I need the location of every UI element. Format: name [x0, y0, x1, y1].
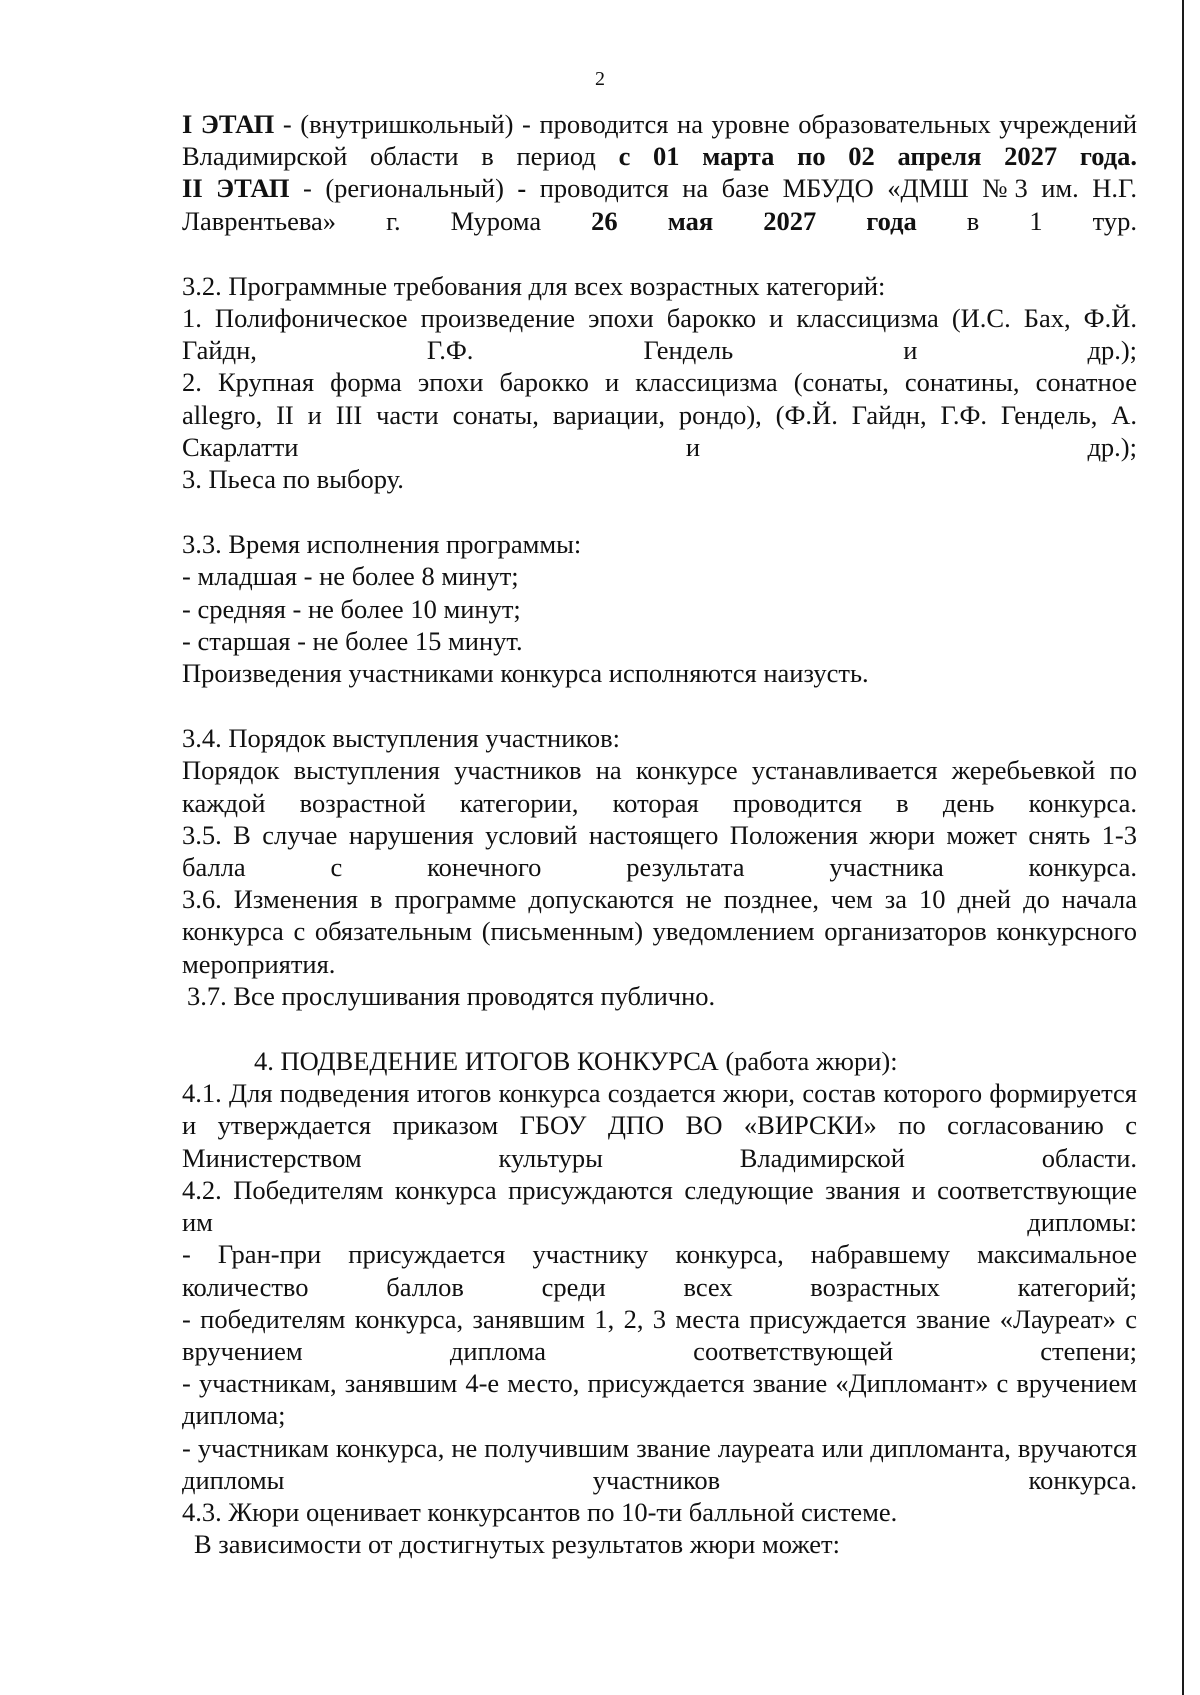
page-edge-line	[1182, 0, 1184, 1695]
program-item-1: 1. Полифоническое произведение эпохи барокко и классицизма (И.С. Бах, Ф.Й. Гайдн, Г.Ф. Гендель и др.);	[182, 303, 1137, 366]
section-3-3-title: 3.3. Время исполнения программы:	[182, 529, 582, 560]
section-3-4-text: Порядок выступления участников на конкурсе устанавливается жеребьевкой по каждой возрастной категории, которая проводится в день конкурса.	[182, 755, 1137, 818]
stage-1-dates: с 01 марта по 02 апреля 2027 года.	[618, 141, 1137, 172]
section-4-heading: 4. ПОДВЕДЕНИЕ ИТОГОВ КОНКУРСА (работа жюри):	[254, 1046, 898, 1077]
memorization-note: Произведения участниками конкурса исполняются наизусть.	[182, 658, 869, 689]
section-4-4: В зависимости от достигнутых результатов жюри может:	[194, 1529, 841, 1560]
time-item-junior: - младшая - не более 8 минут;	[182, 561, 519, 592]
stage-1-paragraph	[182, 108, 1137, 172]
section-3-7: 3.7. Все прослушивания проводятся публично.	[187, 980, 716, 1011]
section-3-6: 3.6. Изменения в программе допускаются не позднее, чем за 10 дней до начала конкурса с обязательным (письменным) уведомлением организаторов конкурсного мероприятия.	[182, 884, 1137, 979]
award-diploma-holder: - участникам, занявшим 4-е место, присуждается звание «Дипломант» с вручением диплома;	[182, 1368, 1137, 1431]
time-item-middle: - средняя - не более 10 минут;	[182, 593, 521, 624]
section-4-3: 4.3. Жюри оценивает конкурсантов по 10-ти балльной системе.	[182, 1496, 898, 1527]
section-3-2-title: 3.2. Программные требования для всех возрастных категорий:	[182, 270, 886, 301]
stage-2-date: 26 мая 2027 года	[591, 205, 917, 236]
stage-1-label: I ЭТАП	[182, 109, 275, 139]
page-number: 2	[595, 68, 605, 90]
stage-2-round: в 1 тур.	[916, 205, 1137, 236]
award-participant: - участникам конкурса, не получившим звание лауреата или дипломанта, вручаются дипломы участников конкурса.	[182, 1432, 1137, 1495]
stage-1-text: - (внутришкольный) - проводится на уровне образовательных учреждений Владимирской области в период	[182, 109, 1137, 172]
program-item-2: 2. Крупная форма эпохи барокко и классицизма (сонаты, сонатины, сонатное allegro, II и III части сонаты, вариации, рондо), (Ф.Й. Гайдн, Г.Ф. Гендель, А. Скарлатти и др.);	[182, 367, 1137, 462]
stage-2-label: II ЭТАП	[182, 173, 290, 204]
section-3-5: 3.5. В случае нарушения условий настоящего Положения жюри может снять 1-3 балла с конечного результата участника конкурса.	[182, 819, 1137, 883]
stage-2-dash: -	[517, 173, 527, 204]
section-4-1: 4.1. Для подведения итогов конкурса создается жюри, состав которого формируется и утверждается приказом ГБОУ ДПО ВО «ВИРСКИ» по согласованию с Министерством культуры Владимирской области.	[182, 1078, 1137, 1173]
time-item-senior: - старшая - не более 15 минут.	[182, 625, 523, 656]
stage-2-paragraph	[182, 172, 1137, 236]
award-grand-prix: - Гран-при присуждается участнику конкурса, набравшему максимальное количество баллов среди всех возрастных категорий;	[182, 1239, 1137, 1302]
document-body	[182, 108, 1137, 1560]
award-laureate: - победителям конкурса, занявшим 1, 2, 3 места присуждается звание «Лауреат» с вручением диплома соответствующей степени;	[182, 1303, 1137, 1366]
section-4-2: 4.2. Победителям конкурса присуждаются следующие звания и соответствующие им дипломы:	[182, 1174, 1137, 1238]
stage-2-text: - (региональный)	[289, 173, 518, 204]
stage-2-venue: проводится на базе МБУДО «ДМШ №3 им. Н.Г. Лаврентьева» г. Мурома	[182, 173, 1137, 236]
program-item-3: 3. Пьеса по выбору.	[182, 464, 404, 495]
section-3-4-title: 3.4. Порядок выступления участников:	[182, 723, 621, 754]
